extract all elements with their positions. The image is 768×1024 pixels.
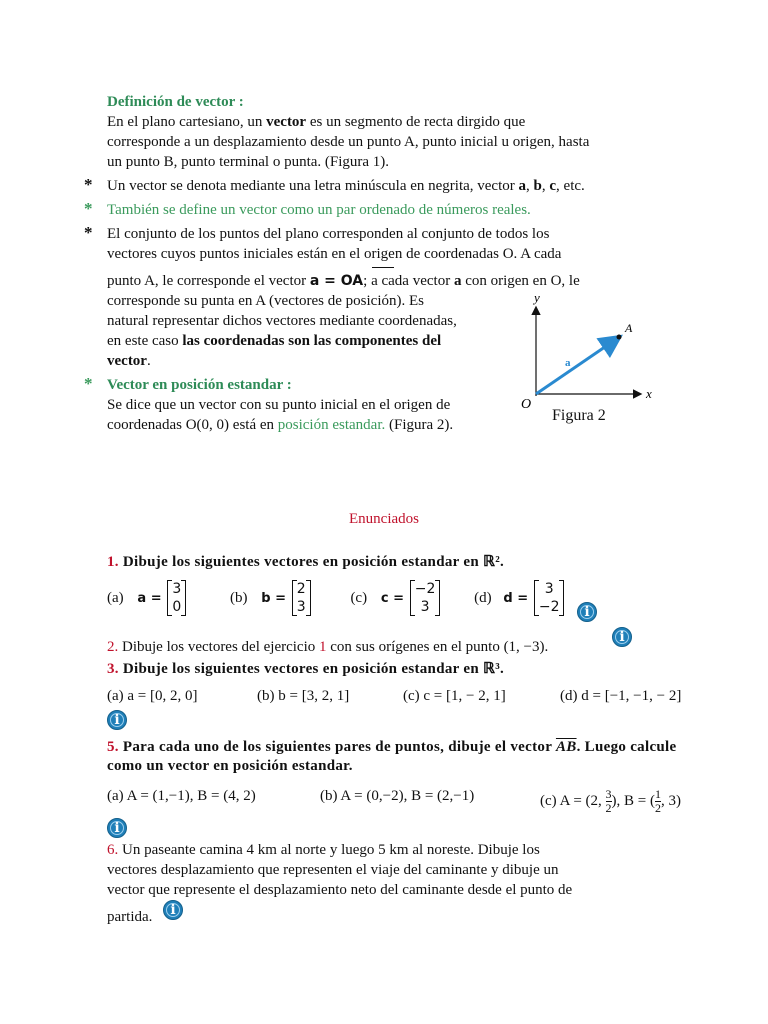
exercise-number: 3. [107,661,119,677]
definition-title: Definición de vector : [107,94,244,110]
exercise-3-option-a: (a) a = [0, 2, 0] [107,688,198,704]
bullet-3-line-4: corresponde su punta en A (vectores de posición). Es [107,293,424,309]
figure-2 [510,290,660,410]
option-label: (b) [230,589,248,606]
fraction-denominator: 2 [655,801,661,815]
option-label: (a) [107,589,124,606]
overline [372,267,394,268]
bullet-3-line-5: natural representar dichos vectores mediante coordenadas, [107,313,457,329]
exercise-3-option-d: (d) d = [−1, −1, − 2] [560,688,682,704]
exercise-text: . Luego calcule [576,739,677,755]
vector-name: c = [380,590,404,606]
text: , [541,178,550,194]
bullet-3-line-6 [107,331,441,351]
point-a-label: A [625,321,633,335]
text: con origen en O, le [461,273,580,289]
text: , 3) [661,792,681,809]
fraction-numerator: 3 [605,787,612,801]
text: ; a cada vector [363,273,454,289]
exercise-text: Dibuje los siguientes vectores en posición estandar en ℝ². [118,554,505,570]
vector-entry: 3 [544,581,554,597]
point-a [617,335,622,340]
exercise-3-option-c: (c) c = [1, − 2, 1] [403,688,506,704]
text: coordenadas O(0, 0) está en [107,417,278,433]
column-vector-d [534,580,565,616]
exercise-3-option-b: (b) b = [3, 2, 1] [257,688,350,704]
figure-caption: Figura 2 [552,407,606,424]
definition-line-2: corresponde a un desplazamiento desde un punto A, punto inicial u origen, hasta [107,134,590,150]
bullet-star: * [84,175,93,194]
exercise-5-line-2 [107,758,353,775]
vector-name: a = [137,590,162,606]
exercise-5-option-a: (a) A = (1,−1), B = (4, 2) [107,788,256,804]
bold: c [549,178,557,194]
vector-entry: 0 [172,599,182,615]
text: ), B = ( [611,792,655,809]
bold: vector [107,353,147,369]
exercise-text: como un vector en posición estandar. [107,758,353,774]
exercise-6-line-2: vectores desplazamiento que representen el viaje del caminante y dibuje un [107,862,559,878]
text: En el plano cartesiano, un [107,114,267,130]
text: . [146,353,151,369]
exercise-3 [107,659,504,678]
bullet-3-line-2: vectores cuyos puntos iniciales están en el origen de coordenadas O. A cada [107,246,562,262]
exercise-5-option-b: (b) A = (0,−2), B = (2,−1) [320,788,475,804]
info-icon[interactable]: i [577,602,597,622]
vector-entry: −2 [414,581,436,597]
text: es un segmento de recta dirgido que [306,114,526,130]
bold-term: vector [266,114,307,130]
fraction-denominator: 2 [605,801,612,815]
exercise-text: Dibuje los siguientes vectores en posición estandar en ℝ³. [118,661,505,677]
exercise-6-line-4: partida. [107,909,153,925]
bullet-4-title: Vector en posición estandar : [107,377,292,393]
bullet-3-line-7 [107,351,151,371]
vector-entry: 3 [296,599,306,615]
bullet-star: * [84,223,93,242]
text: Un vector se denota mediante una letra minúscula en negrita, vector [107,178,519,194]
bullet-star: * [84,374,93,393]
x-axis-label: x [646,386,652,401]
text: con sus orígenes en el punto (1, −3). [326,639,549,655]
column-vector-a [167,580,186,616]
definition-line-3: un punto B, punto terminal o punta. (Figura 1). [107,154,390,170]
vector-name: d = [503,590,529,606]
bullet-2: También se define un vector como un par ordenado de números reales. [107,202,531,218]
vector-entry: −2 [538,599,560,615]
origin-label: O [521,397,532,410]
exercise-number: 2. [107,639,119,655]
bold: las coordenadas son las componentes del [182,333,442,349]
info-icon[interactable]: i [107,710,127,730]
exercise-1-options [107,580,564,616]
exercise-ref: 1 [319,639,327,655]
text: Dibuje los vectores del ejercicio [118,639,320,655]
vector-ab: $\overline{AB}$ [555,739,577,755]
vector-entry: 3 [172,581,182,597]
section-heading: Enunciados [349,511,419,527]
text: (c) A = (2, [540,792,606,809]
exercise-2 [107,637,548,657]
y-axis-label: y [534,290,540,305]
exercise-5-option-c [540,788,681,815]
vector-a-label: a [565,357,571,369]
fraction-numerator: 1 [655,787,661,801]
green-term: posición estandar. [277,417,386,433]
exercise-6-line-3: vector que represente el desplazamiento neto del caminante desde el punto de [107,882,573,898]
bullet-3-line-3 [107,271,580,291]
bullet-star: * [84,199,93,218]
exercise-1 [107,552,504,571]
bullet-4-line-1: Se dice que un vector con su punto inicial en el origen de [107,397,451,413]
option-label: (d) [474,589,492,606]
exercise-number: 1. [107,554,119,570]
text: , [526,178,534,194]
bullet-1 [107,176,585,196]
vector-formula: a = OA [309,273,364,289]
text: en este caso [107,333,183,349]
text: Un paseante camina 4 km al norte y luego 5 km al noreste. Dibuje los [118,842,540,858]
bold: b [533,178,542,194]
column-vector-c [410,580,441,616]
vector-entry: 3 [420,599,430,615]
column-vector-b [292,580,311,616]
definition-line-1 [107,112,525,132]
info-icon[interactable]: i [612,627,632,647]
bold: a [518,178,527,194]
text: punto A, le corresponde el vector [107,273,310,289]
bullet-3-line-1: El conjunto de los puntos del plano corresponden al conjunto de todos los [107,226,550,242]
bullet-4-line-2 [107,415,453,435]
exercise-5 [107,739,676,756]
exercise-number: 6. [107,842,119,858]
option-label: (c) [350,589,368,606]
text: (Figura 2). [385,417,454,433]
info-icon[interactable]: i [107,818,127,838]
vector-name: b = [261,590,287,606]
exercise-6-line-1 [107,840,540,860]
vector-entry: 2 [296,581,306,597]
info-icon[interactable]: i [163,900,183,920]
text: , etc. [556,178,585,194]
exercise-number: 5. [107,739,119,755]
vector-a-arrow [536,338,618,394]
exercise-text: Para cada uno de los siguientes pares de puntos, dibuje el vector [118,739,556,755]
bold: a [453,273,462,289]
